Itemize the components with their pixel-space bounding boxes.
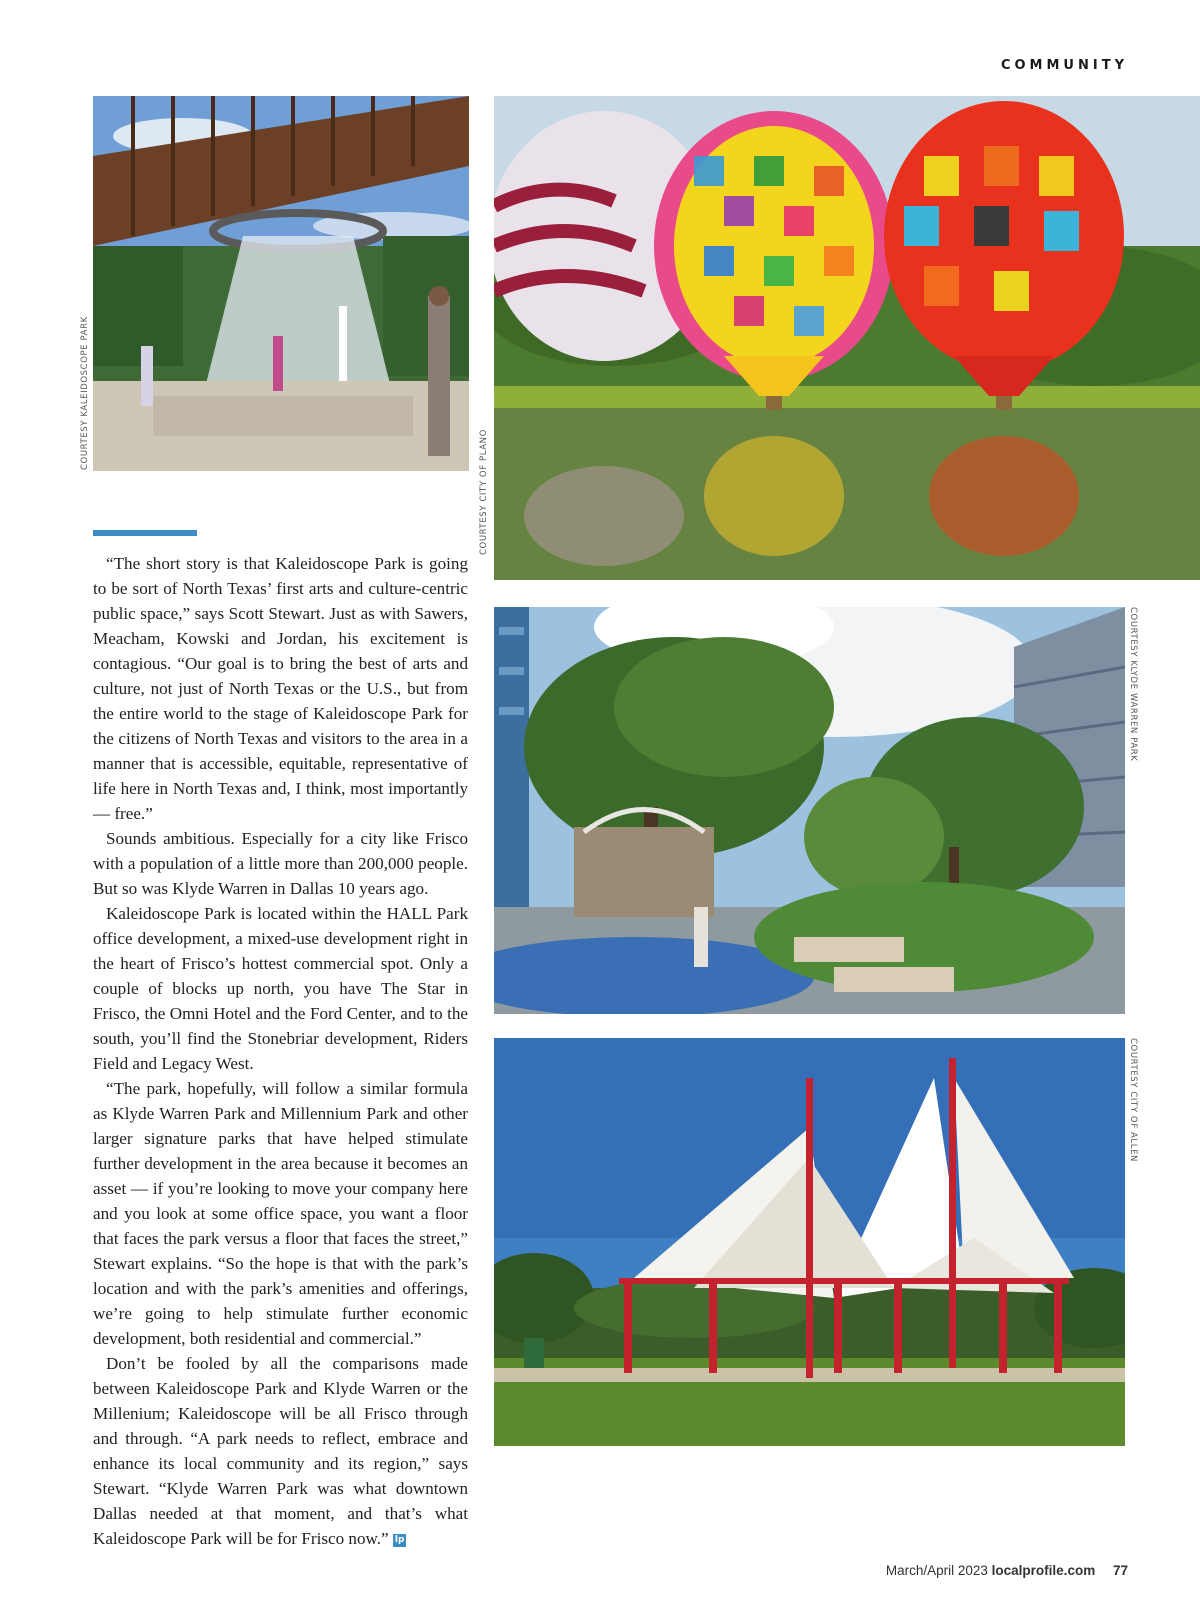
klyde-warren-credit: COURTESY KLYDE WARREN PARK	[1128, 607, 1138, 762]
article-paragraph: Sounds ambitious. Especially for a city like Frisco with a population of a little more than 200,000 people. But so was Klyde Warren in Dallas 10 years ago.	[93, 829, 468, 898]
park-rendering-credit: COURTESY KALEIDOSCOPE PARK	[80, 316, 90, 470]
article-paragraph-text: Don’t be fooled by all the comparisons made between Kaleidoscope Park and Klyde Warren or the Millenium; Kaleidoscope will be all Frisco through and through. “A park needs to reflect, embrace and enhance its local community and its region,” says Stewart. “Klyde Warren Park was what downtown Dallas needed at that moment, and that’s what Kaleidoscope Park will be for Frisco now.”	[93, 1354, 468, 1548]
klyde-warren-photo	[494, 607, 1125, 1014]
page-footer	[886, 1563, 1128, 1578]
accent-bar	[93, 530, 197, 536]
page-number: 77	[1112, 1563, 1128, 1578]
article-paragraph	[93, 1351, 468, 1551]
balloons-credit: COURTESY CITY OF PLANO	[479, 429, 489, 555]
article-body	[93, 551, 468, 1551]
article-paragraph: “The park, hopefully, will follow a similar formula as Klyde Warren Park and Millennium Park and other larger signature parks that have helped stimulate further development in the area because it becomes an asset — if you’re looking to move your company here and you look at some office space, you want a floor that faces the park versus a floor that faces the street,” Stewart explains. “So the hope is that with the park’s location and with the park’s amenities and offerings, we’re going to help stimulate further economic development, both residential and commercial.”	[93, 1079, 468, 1348]
issue-date: March/April 2023	[885, 1563, 988, 1578]
article-paragraph: “The short story is that Kaleidoscope Park is going to be sort of North Texas’ first arts and culture-centric public space,” says Scott Stewart. Just as with Sawers, Meacham, Kowski and Jordan, his excitement is contagious. “Our goal is to bring the best of arts and culture, not just of North Texas or the U.S., but from the entire world to the stage of Kaleidoscope Park for the citizens of North Texas and visitors to the area in a manner that is accessible, equitable, representative of life here in North Texas and, I think, most importantly — free.”	[93, 554, 468, 823]
pavilion-credit: COURTESY CITY OF ALLEN	[1128, 1038, 1138, 1163]
site-link[interactable]: localprofile.com	[991, 1563, 1096, 1578]
pavilion-photo	[494, 1038, 1125, 1446]
section-label: COMMUNITY	[1000, 58, 1128, 73]
park-rendering-photo	[93, 96, 469, 471]
article-paragraph: Kaleidoscope Park is located within the HALL Park office development, a mixed-use development right in the heart of Frisco’s hottest commercial spot. Only a couple of blocks up north, you have The Star in Frisco, the Omni Hotel and the Ford Center, and to the south, you’ll find the Stonebriar development, Riders Field and Legacy West.	[93, 904, 468, 1073]
balloons-photo	[494, 96, 1200, 580]
end-mark-icon: lp	[394, 1535, 405, 1545]
